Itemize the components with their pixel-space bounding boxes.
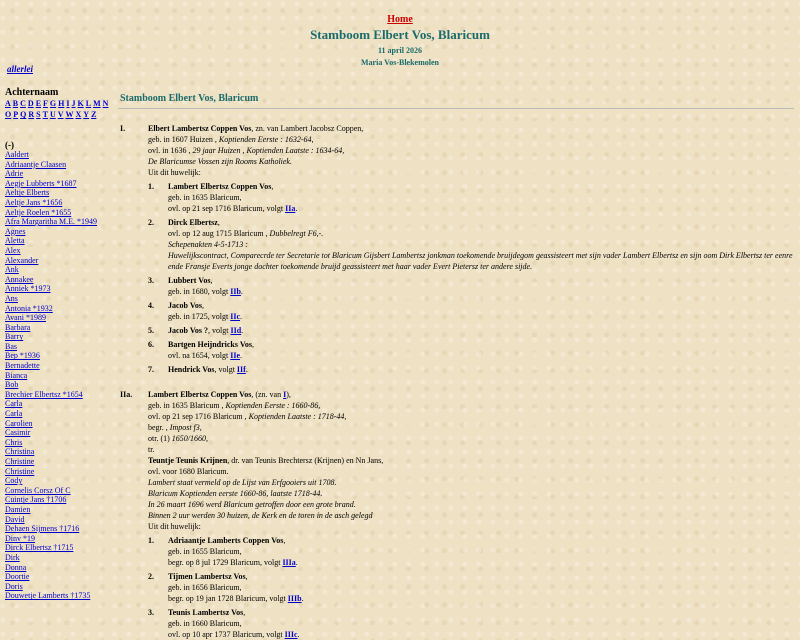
letter-link-g[interactable]: G: [49, 99, 57, 108]
name-link[interactable]: Dirck Elbertsz †1715: [5, 543, 74, 553]
letter-link-z[interactable]: Z: [91, 110, 97, 119]
child-name: Tijmen Lambertsz Vos: [168, 572, 246, 581]
name-link[interactable]: Doortie: [5, 572, 30, 582]
name-link[interactable]: Douwetje Lamberts †1735: [5, 591, 91, 601]
name-link[interactable]: Brechier Elbertsz *1654: [5, 389, 83, 399]
page-header: [0, 14, 800, 67]
name-link[interactable]: Dehaen Sijmens †1716: [5, 524, 80, 534]
child-text: geb. in 1680, volgt: [168, 287, 231, 296]
child-number: 3.: [148, 276, 154, 285]
child-text: geb. in 1725, volgt: [168, 312, 231, 321]
generation-ref-link[interactable]: IIa: [285, 204, 296, 213]
child-name: Jacob Vos: [168, 301, 203, 310]
name-link[interactable]: Aaldert: [5, 150, 29, 159]
name-link[interactable]: Adrie: [5, 169, 24, 179]
child-number: 2.: [148, 572, 154, 581]
header-date: 11 april 2026: [377, 46, 422, 55]
child-entry: 2. Tijmen Lambertsz Vos, geb. in 1656 Blaricum, begr. op 19 jan 1728 Blaricum, volgt IIIb.: [148, 572, 304, 603]
name-link[interactable]: Bep *1936: [5, 351, 40, 361]
death-text: ovl. op 21 sep 1716 Blaricum ,: [148, 412, 247, 421]
name-link[interactable]: David: [5, 514, 25, 524]
burial-text: begr. ,: [148, 423, 168, 432]
name-link[interactable]: Anniek *1973: [5, 284, 51, 294]
note-text: Binnen 2 uur werden 30 huizen, de Kerk en de toren in de asch gelegd: [148, 511, 373, 520]
child-entry: 3. Teunis Lambertsz Vos, geb. in 1660 Blaricum, ovl. op 10 apr 1737 Blaricum, volgt IIIc.: [148, 608, 300, 639]
parent-pre: , (zn. van: [251, 390, 284, 399]
letter-index-row1: [5, 98, 113, 109]
child-text: begr. op 8 jul 1729 Blaricum, volgt: [168, 558, 283, 567]
child-text: .: [240, 312, 242, 321]
name-link[interactable]: Bob: [5, 380, 19, 390]
name-link[interactable]: Donna: [5, 562, 27, 572]
name-link[interactable]: Agnes: [5, 226, 26, 236]
letter-link-a[interactable]: A: [5, 99, 11, 108]
death-source: Koptienden Laatste : 1718-44,: [246, 412, 347, 421]
birth-source: Koptienden Eerste : 1632-64,: [216, 135, 314, 144]
name-link[interactable]: Doris: [5, 581, 23, 591]
child-entry: 4. Jacob Vos, geb. in 1725, volgt IIc.: [148, 301, 242, 321]
note-text: De Blaricumse Vossen zijn Rooms Katholiek.: [148, 157, 292, 166]
generation-ref-link[interactable]: IIf: [236, 365, 246, 374]
child-number: 3.: [148, 608, 154, 617]
parent-text: , zn. van Lambert Jacobsz Coppen,: [251, 124, 364, 133]
note-text: Lambert staat vermeld op de Lijst van Erfgooiers uit 1708.: [148, 478, 337, 487]
children-list: [148, 181, 794, 375]
letter-link-x[interactable]: X: [75, 110, 82, 119]
child-text: geb. in 1635 Blaricum,: [168, 193, 242, 202]
name-link[interactable]: Alex: [5, 245, 21, 255]
name-link[interactable]: Bianca: [5, 370, 28, 380]
letter-link-o[interactable]: O: [5, 110, 12, 119]
main-title: Stamboom Elbert Vos, Blaricum: [118, 86, 794, 109]
letter-link-p[interactable]: P: [13, 110, 19, 119]
letter-link-l[interactable]: L: [85, 99, 92, 108]
child-note: Huwelijkscontract, Comparecrde ter Secretarie tot Blaricum Gijsbert Lambertsz jonkman toekomende bruijdegom geassisteert met sijn vader Lambert Elbertsz en sijn oom Dirk Elbertsz ter eenre ende Fransje Everts jonge dochter toekomende bruijd geassisteert met haar vader Evert Pietersz ter andere sijde.: [168, 251, 793, 271]
name-link[interactable]: Carla: [5, 399, 23, 409]
letter-link-y[interactable]: Y: [83, 110, 90, 119]
name-link[interactable]: Barbara: [5, 322, 31, 332]
letter-link-w[interactable]: W: [65, 110, 74, 119]
child-text: .: [240, 287, 243, 296]
child-text: .: [297, 630, 300, 639]
generation-ref-link[interactable]: IIIb: [287, 594, 302, 603]
sidebar-title: Achternaam: [5, 87, 59, 98]
letter-link-m[interactable]: M: [93, 99, 101, 108]
letter-link-k[interactable]: K: [77, 99, 84, 108]
name-link[interactable]: Alexander: [5, 255, 39, 265]
child-text: .: [301, 594, 304, 603]
note-text: Blaricum Koptienden eerste 1660-86, laatste 1718-44.: [148, 489, 323, 498]
birth-source: Koptienden Eerste : 1660-86,: [223, 401, 321, 410]
name-link[interactable]: Chris: [5, 437, 23, 447]
name-link[interactable]: Antonia *1932: [5, 303, 53, 313]
name-link[interactable]: Ank: [5, 265, 19, 275]
home-link[interactable]: Home: [387, 14, 413, 25]
letter-link-h[interactable]: H: [58, 99, 65, 108]
name-link[interactable]: Dinv *19: [5, 533, 35, 543]
child-name: Hendrick Vos: [168, 365, 215, 374]
name-link[interactable]: Aletta: [5, 236, 25, 246]
name-link[interactable]: Annakee: [5, 274, 34, 284]
person-name: Lambert Elbertsz Coppen Vos: [148, 390, 252, 399]
child-entry: 6. Bartgen Heijndricks Vos, ovl. na 1654, volgt IIe.: [148, 340, 255, 360]
children-heading: Uit dit huwelijk:: [148, 168, 201, 177]
generation-number: IIa.: [120, 390, 133, 399]
letter-link-j[interactable]: J: [71, 99, 76, 108]
spouse-death: ovl. voor 1680 Blaricum.: [148, 467, 229, 476]
person-name: Elbert Lambertsz Coppen Vos: [148, 124, 252, 133]
letter-link-f[interactable]: F: [43, 99, 48, 108]
name-link[interactable]: Christina: [5, 447, 35, 457]
generation-ref-link[interactable]: IId: [230, 326, 242, 335]
children-list: [148, 535, 794, 640]
tr-text: tr.: [148, 445, 155, 454]
name-link[interactable]: Dirk: [5, 552, 20, 562]
site-title: Stamboom Elbert Vos, Blaricum: [310, 27, 490, 42]
generation-iia: [118, 389, 794, 640]
child-name: Dirck Elbertsz: [168, 218, 218, 227]
generation-ref-link[interactable]: IIe: [230, 351, 240, 360]
name-group-heading: (-): [5, 140, 14, 150]
child-text: begr. op 19 jan 1728 Blaricum, volgt: [168, 594, 288, 603]
child-text: .: [295, 558, 298, 567]
name-link[interactable]: Aegje Lubberts *1687: [5, 178, 77, 188]
name-link[interactable]: Avani *1989: [5, 313, 46, 323]
child-text: , volgt: [208, 326, 231, 335]
child-name: Lambert Elbertsz Coppen Vos: [168, 182, 272, 191]
letter-link-d[interactable]: D: [27, 99, 34, 108]
note-text: In 26 maart 1696 werd Blaricum getroffen door een grote brand.: [148, 500, 356, 509]
children-heading: Uit dit huwelijk:: [148, 522, 201, 531]
parent-ref-link[interactable]: I: [283, 390, 287, 399]
child-entry: 1. Lambert Elbertsz Coppen Vos, geb. in 1635 Blaricum, ovl. op 21 sep 1716 Blaricum, volgt IIa.: [148, 182, 298, 213]
child-number: 6.: [148, 340, 154, 349]
child-entry: [148, 325, 794, 336]
child-text: ovl. na 1654, volgt: [168, 351, 231, 360]
death-source: 29 jaar Huizen , Koptienden Laatste : 1634-64,: [190, 146, 345, 155]
birth-text: geb. in 1607 Huizen ,: [148, 135, 217, 144]
child-entry: 2. Dirck Elbertsz, ovl. op 12 aug 1715 Blaricum , Dubbelregt F6,-. Schepenakten 4-5-1713 : Huwelijkscontract, Comparecrde ter Secretarie tot Blaricum Gijsbert Lambertsz jonkman toekomende bruijdegom geassisteert met sijn vader Lambert Elbertsz en sijn oom Dirk Elbertsz ter eenre ende Fransje Everts jonge dochter toekomende bruijd geassisteert met haar vader Evert Pietersz ter andere sijde.: [148, 218, 793, 271]
letter-link-c[interactable]: C: [20, 99, 26, 108]
child-source: Dubbelregt F6,-.: [267, 229, 324, 238]
child-name: Bartgen Heijndricks Vos: [168, 340, 253, 349]
letter-link-e[interactable]: E: [35, 99, 42, 108]
child-text: ovl. op 10 apr 1737 Blaricum, volgt: [168, 630, 285, 639]
letter-link-b[interactable]: B: [12, 99, 19, 108]
otr-source: 1650/1660,: [169, 434, 209, 443]
letter-link-s[interactable]: S: [36, 110, 41, 119]
child-text: ovl. op 12 aug 1715 Blaricum ,: [168, 229, 268, 238]
name-link[interactable]: Barry: [5, 332, 24, 342]
child-name: Adriaantje Lamberts Coppen Vos: [168, 536, 284, 545]
name-link[interactable]: Aeltje Roelen *1655: [5, 207, 72, 217]
child-number: 4.: [148, 301, 154, 310]
child-entry: [148, 364, 794, 375]
child-text: ovl. op 21 sep 1716 Blaricum, volgt: [168, 204, 286, 213]
child-text: .: [245, 365, 248, 374]
letter-link-q[interactable]: Q: [20, 110, 27, 119]
generation-ref-link[interactable]: IIIc: [284, 630, 298, 639]
letter-link-r[interactable]: R: [28, 110, 35, 119]
name-link[interactable]: Bas: [5, 341, 17, 351]
name-link[interactable]: Casimir: [5, 428, 31, 438]
child-text: .: [295, 204, 298, 213]
burial-source: Impost f3,: [167, 423, 202, 432]
child-text: geb. in 1660 Blaricum,: [168, 619, 242, 628]
name-link[interactable]: Bernadette: [5, 361, 40, 371]
death-text: ovl. in 1636 ,: [148, 146, 191, 155]
name-link[interactable]: Christine: [5, 466, 35, 476]
name-list: [5, 150, 113, 601]
generation-ref-link[interactable]: IIc: [230, 312, 240, 321]
generation-i: [118, 123, 794, 375]
letter-link-i[interactable]: I: [66, 99, 70, 108]
name-link[interactable]: Afra Margaritha M.E. *1949: [5, 217, 98, 227]
letter-link-t[interactable]: T: [42, 110, 48, 119]
generation-ref-link[interactable]: IIIa: [282, 558, 296, 567]
name-link[interactable]: Christine: [5, 457, 35, 466]
generation-number: I.: [120, 124, 126, 133]
birth-text: geb. in 1635 Blaricum ,: [148, 401, 224, 410]
letter-link-u[interactable]: U: [49, 110, 56, 119]
allerlei-link[interactable]: allerlei: [7, 64, 33, 74]
name-link[interactable]: Carla: [5, 409, 23, 419]
name-link[interactable]: Cuintje Jans †1706: [5, 495, 67, 505]
child-name: Lubbert Vos: [168, 276, 211, 285]
generation-ref-link[interactable]: IIb: [230, 287, 241, 296]
parent-post: ),: [286, 390, 291, 399]
spouse-parents: , dr. van Teunis Brechtersz (Krijnen) en Nn Jans,: [227, 456, 384, 465]
child-number: 2.: [148, 218, 154, 227]
letter-link-n[interactable]: N: [102, 99, 109, 108]
child-text: geb. in 1656 Blaricum,: [168, 583, 242, 592]
child-text: , volgt: [214, 365, 237, 374]
surname-sidebar: [5, 87, 113, 601]
child-text: geb. in 1655 Blaricum,: [168, 547, 242, 556]
child-text: .: [240, 351, 242, 360]
child-name: Jacob Vos ?: [168, 326, 209, 335]
name-link[interactable]: Cody: [5, 476, 23, 486]
name-link[interactable]: Aeltje Elberts: [5, 188, 50, 198]
name-link[interactable]: Carolien: [5, 418, 33, 428]
name-link[interactable]: Ans: [5, 293, 18, 303]
header-author: Maria Vos-Blekemolen: [361, 58, 439, 67]
spouse-name: Teuntje Teunis Krijnen: [148, 456, 228, 465]
child-text: .: [241, 326, 244, 335]
child-name: Teunis Lambertsz Vos: [168, 608, 244, 617]
child-number: 1.: [148, 536, 154, 545]
child-number: 7.: [148, 365, 154, 374]
child-entry: 1. Adriaantje Lamberts Coppen Vos, geb. in 1655 Blaricum, begr. op 8 jul 1729 Blaricum, volgt IIIa.: [148, 536, 298, 567]
child-note: Schepenakten 4-5-1713 :: [168, 240, 248, 249]
main-content: [118, 86, 794, 640]
child-number: 5.: [148, 326, 154, 335]
name-link[interactable]: Adriaantje Claasen: [5, 159, 67, 169]
child-number: 1.: [148, 182, 154, 191]
name-link[interactable]: Cornelis Corsz Of C: [5, 485, 71, 495]
otr-text: otr. (1): [148, 434, 170, 443]
child-entry: 3. Lubbert Vos, geb. in 1680, volgt IIb.: [148, 276, 243, 296]
name-link[interactable]: Aeltje Jans *1656: [5, 197, 63, 207]
letter-index-row2: [5, 109, 113, 120]
letter-link-v[interactable]: V: [57, 110, 64, 119]
name-link[interactable]: Damien: [5, 504, 31, 514]
